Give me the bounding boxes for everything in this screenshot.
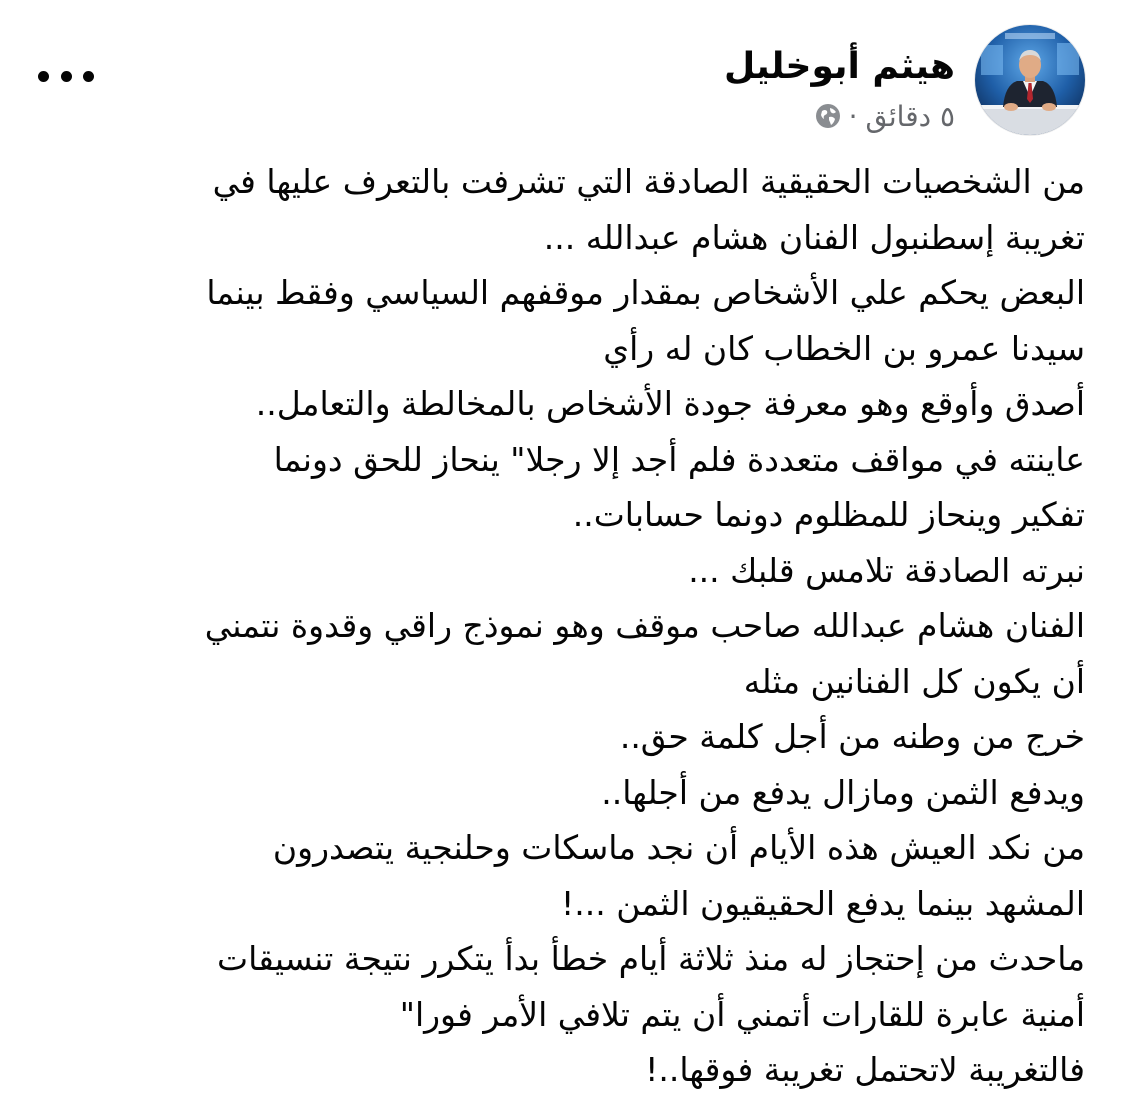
more-dot [38,71,49,82]
post-body-line: الفنان هشام عبدالله صاحب موقف وهو نموذج راقي وقدوة نتمني [204,606,1085,645]
post-body-line: المشهد بينما يدفع الحقيقيون الثمن ...! [561,883,1085,923]
post-body-line: أمنية عابرة للقارات أتمني أن يتم تلافي الأمر فورا" [399,994,1085,1034]
more-options-icon[interactable] [38,66,94,86]
post-body-line: سيدنا عمرو بن الخطاب كان له رأي [603,328,1085,368]
post-meta [815,96,955,136]
post-body [38,154,1085,1098]
meta-separator: · [848,99,858,133]
avatar-photo [975,25,1085,135]
post-body-line: من نكد العيش هذه الأيام أن نجد ماسكات وحلنجية يتصدرون [272,828,1085,867]
post-body-line: أن يكون كل الفنانين مثله [743,661,1085,701]
post-body-line: عاينته في مواقف متعددة فلم أجد إلا رجلا" ينحاز للحق دونما [273,439,1085,479]
more-dot [83,71,94,82]
avatar[interactable] [975,25,1085,135]
post-body-line: البعض يحكم علي الأشخاص بمقدار موقفهم السياسي وفقط بينما [206,273,1085,312]
author-name[interactable]: هيثم أبوخليل [723,46,955,87]
post-body-line: ويدفع الثمن ومازال يدفع من أجلها.. [601,772,1085,812]
post-body-line: خرج من وطنه من أجل كلمة حق.. [619,717,1085,756]
more-dot [61,71,72,82]
post-time[interactable]: ٥ دقائق [865,99,955,133]
post-body-line: أصدق وأوقع وهو معرفة جودة الأشخاص بالمخالطة والتعامل.. [255,384,1085,423]
globe-icon[interactable] [815,103,841,129]
post-body-line: فالتغريبة لاتحتمل تغريبة فوقها..! [645,1050,1085,1089]
post-body-line: ماحدث من إحتجاز له منذ ثلاثة أيام خطأ بدأ يتكرر نتيجة تنسيقات [217,939,1085,978]
post-body-line: من الشخصيات الحقيقية الصادقة التي تشرفت بالتعرف عليها في [212,162,1085,201]
post-body-line: تغريبة إسطنبول الفنان هشام عبدالله ... [543,217,1085,257]
post-body-line: نبرته الصادقة تلامس قلبك ... [688,550,1085,590]
post-body-line: تفكير وينحاز للمظلوم دونما حسابات.. [572,495,1085,534]
